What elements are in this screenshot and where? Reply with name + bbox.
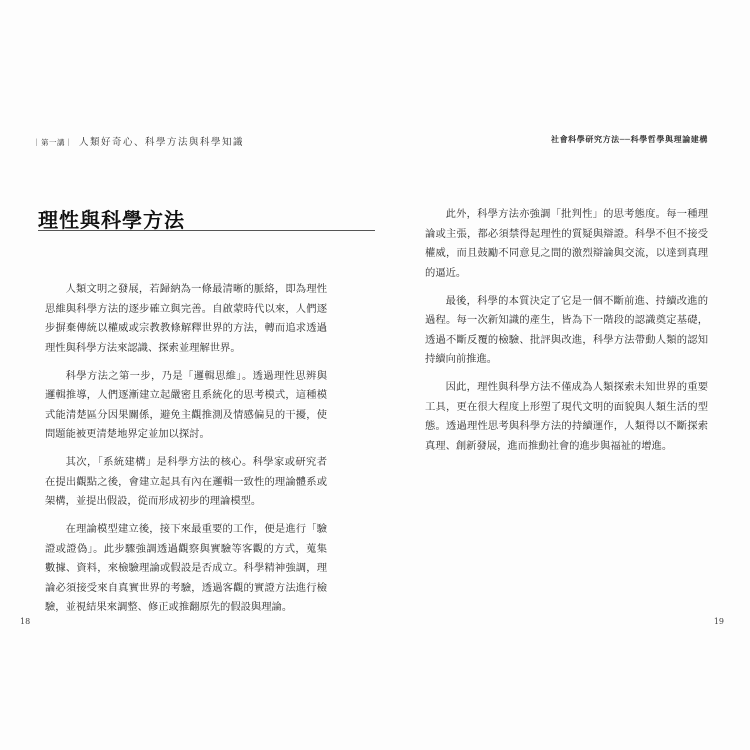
paragraph: 此外，科學方法亦強調「批判性」的思考態度。每一種理論或主張，都必須禁得起理性的質疑與辯證。科學不但不接受權威，而且鼓勵不同意見之間的激烈辯論與交流，以達到真理的逼近。 [425, 208, 708, 279]
section-title-rule [38, 230, 375, 231]
left-running-head [33, 134, 244, 148]
paragraph: 科學方法之第一步，乃是「邏輯思維」。透過理性思辨與邏輯推導，人們逐漸建立起嚴密且系統化的思考模式，這種模式能清楚區分因果關係，避免主觀推測及情感偏見的干擾，使問題能被更清楚地界定並加以探討。 [45, 369, 327, 440]
page-number-right: 19 [713, 617, 724, 626]
paragraph: 因此，理性與科學方法不僅成為人類探索未知世界的重要工具，更在很大程度上形塑了現代文明的面貌與人類生活的型態。透過理性思考與科學方法的持續運作，人類得以不斷探索真理、創新發展，進而推動社會的進步與福祉的增進。 [425, 381, 708, 452]
chapter-title: 人類好奇心、科學方法與科學知識 [79, 137, 245, 148]
paragraph: 最後，科學的本質決定了它是一個不斷前進、持續改進的過程。每一次新知識的產生，皆為下一階段的認識奠定基礎，透過不斷反覆的檢驗、批評與改進，科學方法帶動人類的認知持續向前推進。 [425, 294, 708, 365]
chapter-label: ｜第一講｜ [33, 138, 73, 147]
right-running-head: 社會科學研究方法──科學哲學與理論建構 [550, 135, 708, 144]
page-number-left: 18 [20, 617, 31, 626]
paragraph: 在理論模型建立後，接下來最重要的工作，便是進行「驗證或證偽」。此步驟強調透過觀察與實驗等客觀的方式，蒐集數據、資料，來檢驗理論或假設是否成立。科學精神強調，理論必須接受來自真實世界的考驗，透過客觀的實證方法進行檢驗，並視結果來調整、修正或推翻原先的假設與理論。 [45, 523, 327, 613]
left-body-text [45, 280, 327, 626]
section-title: 理性與科學方法 [38, 208, 185, 232]
right-body-text [425, 205, 708, 465]
paragraph: 人類文明之發展，若歸納為一條最清晰的脈絡，即為理性思維與科學方法的逐步確立與完善。自啟蒙時代以來，人們逐步摒棄傳統以權威或宗教教條解釋世界的方法，轉而追求透過理性與科學方法來認識、探索並理解世界。 [45, 283, 327, 354]
paragraph: 其次，「系統建構」是科學方法的核心。科學家或研究者在提出觀點之後，會建立起具有內在邏輯一致性的理論體系或架構，並提出假設，從而形成初步的理論模型。 [45, 456, 327, 507]
right-page [375, 0, 750, 750]
